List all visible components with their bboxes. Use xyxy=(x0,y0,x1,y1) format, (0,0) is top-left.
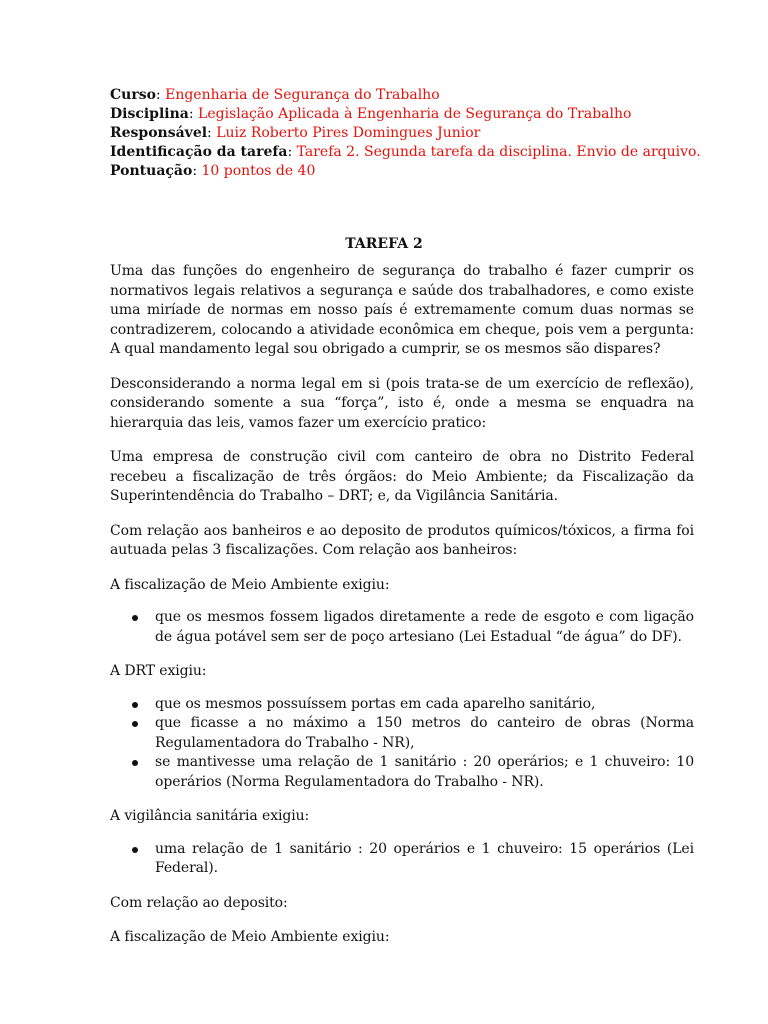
paragraph: Uma das funções do engenheiro de segurança do trabalho é fazer cumprir os normativos legais relativos a segurança e saúde dos trabalhadores, e como existe uma miríade de normas em nosso país é extremamente comum duas normas se contradizerem, colocando a atividade econômica em cheque, pois vem a pergunta: A qual mandamento legal sou obrigado a cumprir, se os mesmos são dispares? xyxy=(110,263,694,357)
list-item: se mantivesse uma relação de 1 sanitário : 20 operários; e 1 chuveiro: 10 operários (Norma Regulamentadora do Trabalho - NR). xyxy=(110,753,694,792)
identificacao-value: Tarefa 2. Segunda tarefa da disciplina. Envio de arquivo. xyxy=(296,144,701,160)
curso-label: Curso xyxy=(110,87,156,103)
document-body xyxy=(110,262,694,963)
section-heading: A vigilância sanitária exigiu: xyxy=(110,808,310,824)
section-heading: A fiscalização de Meio Ambiente exigiu: xyxy=(110,929,390,945)
pontuacao-value: 10 pontos de 40 xyxy=(201,163,316,179)
section-heading: Com relação ao deposito: xyxy=(110,894,288,911)
paragraph: Com relação aos banheiros e ao deposito de produtos químicos/tóxicos, a firma foi autuada pelas 3 fiscalizações. Com relação aos banheiros: xyxy=(110,522,694,558)
list-item: que ficasse a no máximo a 150 metros do canteiro de obras (Norma Regulamentadora do Trabalho - NR), xyxy=(110,714,694,753)
disciplina-value: Legislação Aplicada à Engenharia de Segurança do Trabalho xyxy=(198,106,632,122)
bullet-icon xyxy=(132,615,138,621)
section-heading: A fiscalização de Meio Ambiente exigiu: xyxy=(110,576,390,593)
identificacao-row: Identificação da tarefa: Tarefa 2. Segunda tarefa da disciplina. Envio de arquivo. xyxy=(110,144,701,160)
paragraph: Desconsiderando a norma legal em si (pois trata-se de um exercício de reflexão), considerando somente a sua “força”, isto é, onde a mesma se enquadra na hierarquia das leis, vamos fazer um exercício pratico: xyxy=(110,375,694,431)
disciplina-label: Disciplina xyxy=(110,106,189,122)
bullet-icon xyxy=(132,721,138,727)
responsavel-row: Responsável: Luiz Roberto Pires Domingues Junior xyxy=(110,125,481,141)
responsavel-value: Luiz Roberto Pires Domingues Junior xyxy=(216,125,481,141)
section-heading: A DRT exigiu: xyxy=(110,663,207,679)
list-item: que os mesmos fossem ligados diretamente a rede de esgoto e com ligação de água potável sem ser de poço artesiano (Lei Estadual “de água” do DF). xyxy=(110,608,694,647)
meio-ambiente-list xyxy=(110,608,694,647)
list-item: uma relação de 1 sanitário : 20 operários e 1 chuveiro: 15 operários (Lei Federal). xyxy=(110,840,694,879)
bullet-icon xyxy=(132,847,138,853)
pontuacao-label: Pontuação xyxy=(110,163,193,179)
curso-row: Curso: Engenharia de Segurança do Trabalho xyxy=(110,87,440,103)
curso-value: Engenharia de Segurança do Trabalho xyxy=(165,87,440,103)
identificacao-label: Identificação da tarefa xyxy=(110,144,288,160)
list-item: que os mesmos possuíssem portas em cada aparelho sanitário, xyxy=(110,695,694,715)
disciplina-row: Disciplina: Legislação Aplicada à Engenharia de Segurança do Trabalho xyxy=(110,106,632,122)
paragraph: Uma empresa de construção civil com canteiro de obra no Distrito Federal recebeu a fiscalização de três órgãos: do Meio Ambiente; da Fiscalização da Superintendência do Trabalho – DRT; e, da Vigilância Sanitária. xyxy=(110,449,694,504)
header-block xyxy=(110,86,701,181)
drt-list xyxy=(110,695,694,793)
page-title: TAREFA 2 xyxy=(345,236,423,252)
vigilancia-list xyxy=(110,840,694,879)
pontuacao-row: Pontuação: 10 pontos de 40 xyxy=(110,163,316,179)
bullet-icon xyxy=(132,760,138,766)
bullet-icon xyxy=(132,702,138,708)
responsavel-label: Responsável xyxy=(110,125,208,141)
